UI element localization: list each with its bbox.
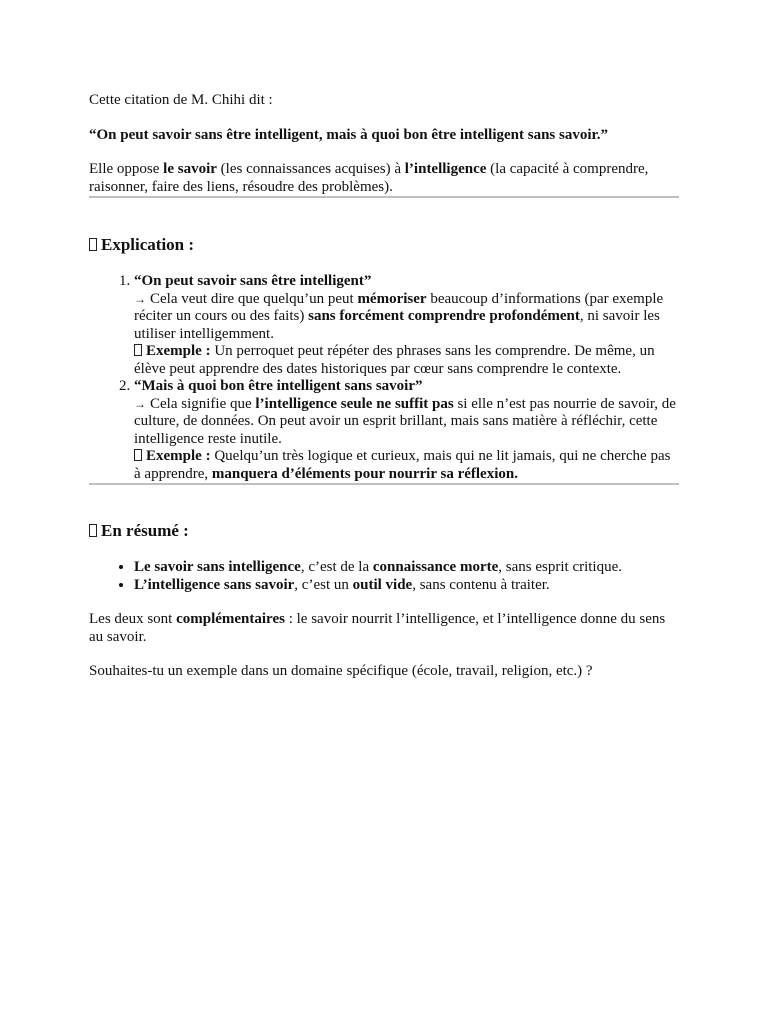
bold-term: complémentaires	[176, 611, 285, 627]
missing-glyph-icon	[134, 344, 142, 356]
list-item	[134, 559, 679, 577]
bold-term: connaissance morte	[372, 559, 499, 575]
explication-list	[89, 273, 679, 483]
bold-term: mémoriser	[357, 290, 427, 307]
closing-question: Souhaites-tu un exemple dans un domaine spécifique (école, travail, religion, etc.) ?	[89, 663, 593, 679]
bold-term: manquera d’éléments pour nourrir sa réflexion.	[211, 465, 518, 482]
list-item	[134, 378, 679, 483]
heading-label: En résumé :	[101, 521, 189, 540]
text-run: , sans esprit critique.	[498, 559, 623, 575]
arrow-icon: →	[134, 291, 146, 306]
item-title: “On peut savoir sans être intelligent”	[134, 273, 372, 289]
bold-term: l’intelligence seule ne suffit pas	[255, 395, 454, 412]
example-label: Exemple :	[146, 343, 211, 359]
text-run: Cela signifie que	[150, 395, 256, 412]
text-run: si elle n’est pas nourrie de savoir, de culture, de données. On peut avoir un esprit brillant, mais sans matière à réfléchir, cette intelligence reste inutile.	[134, 395, 676, 447]
text-run: , c’est de la	[300, 559, 373, 575]
quote-text: “On peut savoir sans être intelligent, mais à quoi bon être intelligent sans savoir.”	[89, 126, 609, 143]
bold-term-intelligence: l’intelligence	[404, 161, 487, 177]
text-run: , ni savoir les utiliser intelligemment.	[134, 308, 660, 342]
example-text: Quelqu’un très logique et curieux, mais qui ne lit jamais, qui ne cherche pas à apprendre,	[134, 448, 671, 482]
bold-term: L’intelligence sans savoir	[134, 576, 295, 593]
text-run: Elle oppose	[89, 161, 164, 177]
text-run: : le savoir nourrit l’intelligence, et l’intelligence donne du sens au savoir.	[89, 611, 666, 645]
list-item	[134, 577, 679, 595]
bold-term: outil vide	[352, 576, 413, 593]
explication-heading	[89, 235, 679, 255]
example-text: Un perroquet peut répéter des phrases sans les comprendre. De même, un élève peut apprendre des dates historiques par cœur sans comprendre le contexte.	[134, 343, 655, 377]
section-divider	[89, 483, 679, 485]
bold-term-savoir: le savoir	[163, 161, 217, 177]
section-divider	[89, 196, 679, 198]
text-run: beaucoup d’informations (par exemple réciter un cours ou des faits)	[134, 290, 664, 324]
heading-label: Explication :	[101, 235, 195, 254]
text-run: Les deux sont	[89, 611, 177, 627]
missing-glyph-icon	[89, 524, 97, 537]
missing-glyph-icon	[134, 449, 142, 461]
missing-glyph-icon	[89, 238, 97, 251]
document-page	[89, 84, 679, 681]
text-run: , c’est un	[294, 576, 353, 593]
item-title: “Mais à quoi bon être intelligent sans savoir”	[134, 378, 423, 394]
bold-term: sans forcément comprendre profondément	[308, 308, 580, 324]
text-run: (les connaissances acquises) à	[216, 161, 405, 177]
resume-heading	[89, 521, 679, 541]
list-item	[134, 273, 679, 378]
bold-term: Le savoir sans intelligence	[134, 559, 301, 575]
example-label: Exemple :	[146, 448, 211, 464]
intro-text: Cette citation de M. Chihi dit :	[89, 92, 273, 108]
complementary-paragraph	[89, 611, 679, 646]
text-run: , sans contenu à traiter.	[412, 576, 550, 593]
text-run: Cela veut dire que quelqu’un peut	[150, 290, 358, 307]
text-run: (la capacité à comprendre, raisonner, faire des liens, résoudre des problèmes).	[89, 161, 649, 195]
opposition-paragraph	[89, 161, 679, 196]
resume-list	[89, 559, 679, 594]
arrow-icon: →	[134, 396, 146, 411]
